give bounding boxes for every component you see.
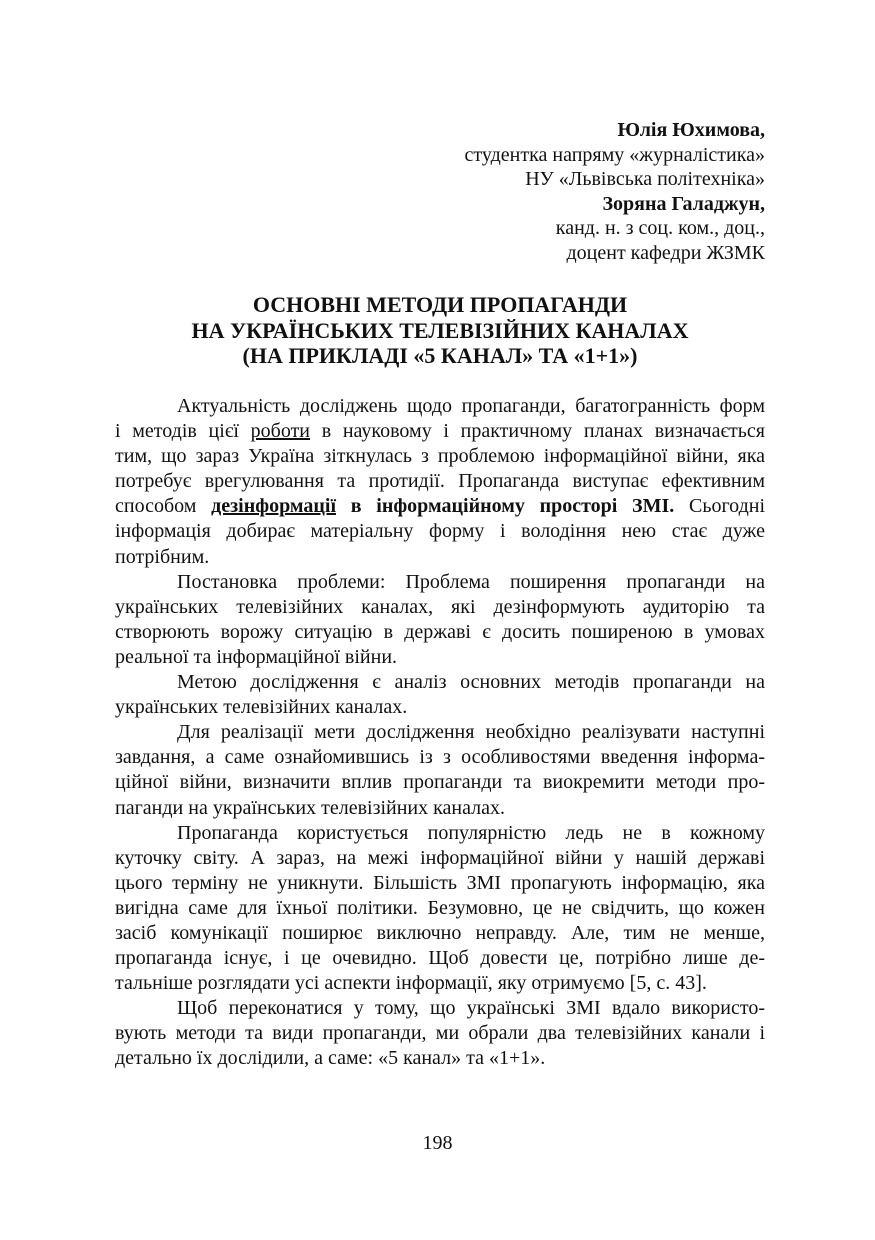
text-line	[115, 921, 765, 946]
text-line	[115, 946, 765, 971]
author-affiliation: НУ «Львівська політехніка»	[525, 168, 765, 190]
text-line	[115, 745, 765, 770]
text-segment: українських телевізійних каналах.	[115, 696, 408, 719]
text-segment: Сьогодні	[674, 495, 766, 518]
paragraph	[115, 670, 765, 720]
text-segment: паганди на українських телевізійних каналах.	[115, 796, 506, 819]
text-segment: в інформаційному просторі ЗМІ.	[336, 495, 675, 518]
text-line	[115, 695, 765, 720]
text-segment: в науковому і практичному планах визначається	[310, 420, 765, 443]
text-segment: інформація добирає матеріальну форму і володіння нею стає дуже	[115, 520, 765, 543]
text-line	[115, 1046, 765, 1071]
title-line: НА УКРАЇНСЬКИХ ТЕЛЕВІЗІЙНИХ КАНАЛАХ	[191, 317, 689, 343]
article-body	[115, 394, 765, 1072]
text-segment: пропаганда існує, і це очевидно. Щоб довести це, потрібно лише де-	[115, 947, 765, 970]
text-line	[115, 519, 765, 544]
paragraph	[115, 570, 765, 670]
text-line	[115, 469, 765, 494]
text-segment: детально їх дослідили, а саме: «5 канал» та «1+1».	[115, 1047, 546, 1070]
text-line	[115, 1021, 765, 1046]
paragraph	[115, 394, 765, 570]
text-line	[115, 494, 765, 519]
text-segment: Пропаганда користується популярністю ледь не в кожному	[177, 821, 765, 844]
article-title	[115, 292, 765, 369]
text-segment: українських телевізійних каналах, які дезінформують аудиторію та	[115, 595, 765, 618]
text-segment: ційної війни, визначити вплив пропаганди та виокремити методи про-	[115, 771, 765, 794]
text-segment: куточку світу. А зараз, на межі інформаційної війни у нашій державі	[115, 846, 765, 869]
text-segment: і методів цієї	[115, 420, 251, 443]
text-line	[115, 595, 765, 620]
text-segment: засіб комунікації поширює виключно неправду. Але, тим не менше,	[115, 921, 765, 944]
paragraph	[115, 821, 765, 997]
text-line	[115, 620, 765, 645]
title-line: ОСНОВНІ МЕТОДИ ПРОПАГАНДИ	[252, 292, 628, 317]
author-affiliation: студентка напряму «журналістика»	[464, 143, 765, 166]
text-segment: роботи	[250, 420, 311, 443]
text-line	[115, 419, 765, 444]
text-line	[115, 821, 765, 846]
author-position: доцент кафедри ЖЗМК	[566, 241, 765, 264]
text-segment: вигідна саме для їхньої політики. Безумовно, це не свідчить, що кожен	[115, 896, 765, 919]
text-line	[115, 670, 765, 695]
page-number: 198	[422, 1132, 453, 1154]
text-segment: потребує врегулювання та протидії. Пропаганда виступає ефективним	[115, 470, 765, 493]
text-line	[115, 796, 765, 821]
text-line	[115, 871, 765, 896]
text-segment: тальніше розглядати усі аспекти інформації, яку отримуємо [5, с. 43].	[115, 972, 707, 995]
text-segment: цього терміну не уникнути. Більшість ЗМІ пропагують інформацію, яка	[115, 871, 765, 894]
text-segment: створюють ворожу ситуацію в державі є досить поширеною в умовах	[115, 620, 765, 643]
text-segment: тим, що зараз Україна зіткнулась з проблемою інформаційної війни, яка	[115, 445, 765, 468]
text-segment: способом	[115, 495, 212, 518]
text-line	[115, 645, 765, 670]
text-segment: реальної та інформаційної війни.	[115, 645, 398, 668]
text-line	[115, 770, 765, 795]
text-segment: завдання, а саме ознайомившись із з особливостями введення інформа-	[115, 746, 765, 769]
paragraph	[115, 996, 765, 1071]
text-line	[115, 846, 765, 871]
author-name: Зоряна Галаджун,	[602, 192, 765, 215]
author-name: Юлія Юхимова,	[617, 119, 765, 141]
text-line	[115, 720, 765, 745]
title-line: (НА ПРИКЛАДІ «5 КАНАЛ» ТА «1+1»)	[242, 343, 638, 368]
text-line	[115, 444, 765, 469]
text-line	[115, 545, 765, 570]
author-degree: канд. н. з соц. ком., доц.,	[555, 217, 765, 239]
text-segment: Актуальність досліджень щодо пропаганди, багатогранність форм	[177, 395, 765, 417]
author-block	[115, 118, 765, 265]
text-segment: Постановка проблеми: Проблема поширення пропаганди на	[177, 570, 765, 593]
text-line	[115, 896, 765, 921]
text-segment: дезінформації	[211, 495, 337, 518]
text-line	[115, 394, 765, 419]
text-line	[115, 971, 765, 996]
paragraph	[115, 720, 765, 820]
text-segment: потрібним.	[115, 545, 210, 568]
text-line	[115, 996, 765, 1021]
text-segment: Для реалізації мети дослідження необхідно реалізувати наступні	[177, 721, 765, 744]
text-line	[115, 570, 765, 595]
text-segment: Щоб переконатися у тому, що українські ЗМІ вдало використо-	[177, 997, 765, 1020]
text-segment: Метою дослідження є аналіз основних методів пропаганди на	[177, 671, 765, 694]
text-segment: вують методи та види пропаганди, ми обрали два телевізійних канали і	[115, 1022, 765, 1045]
